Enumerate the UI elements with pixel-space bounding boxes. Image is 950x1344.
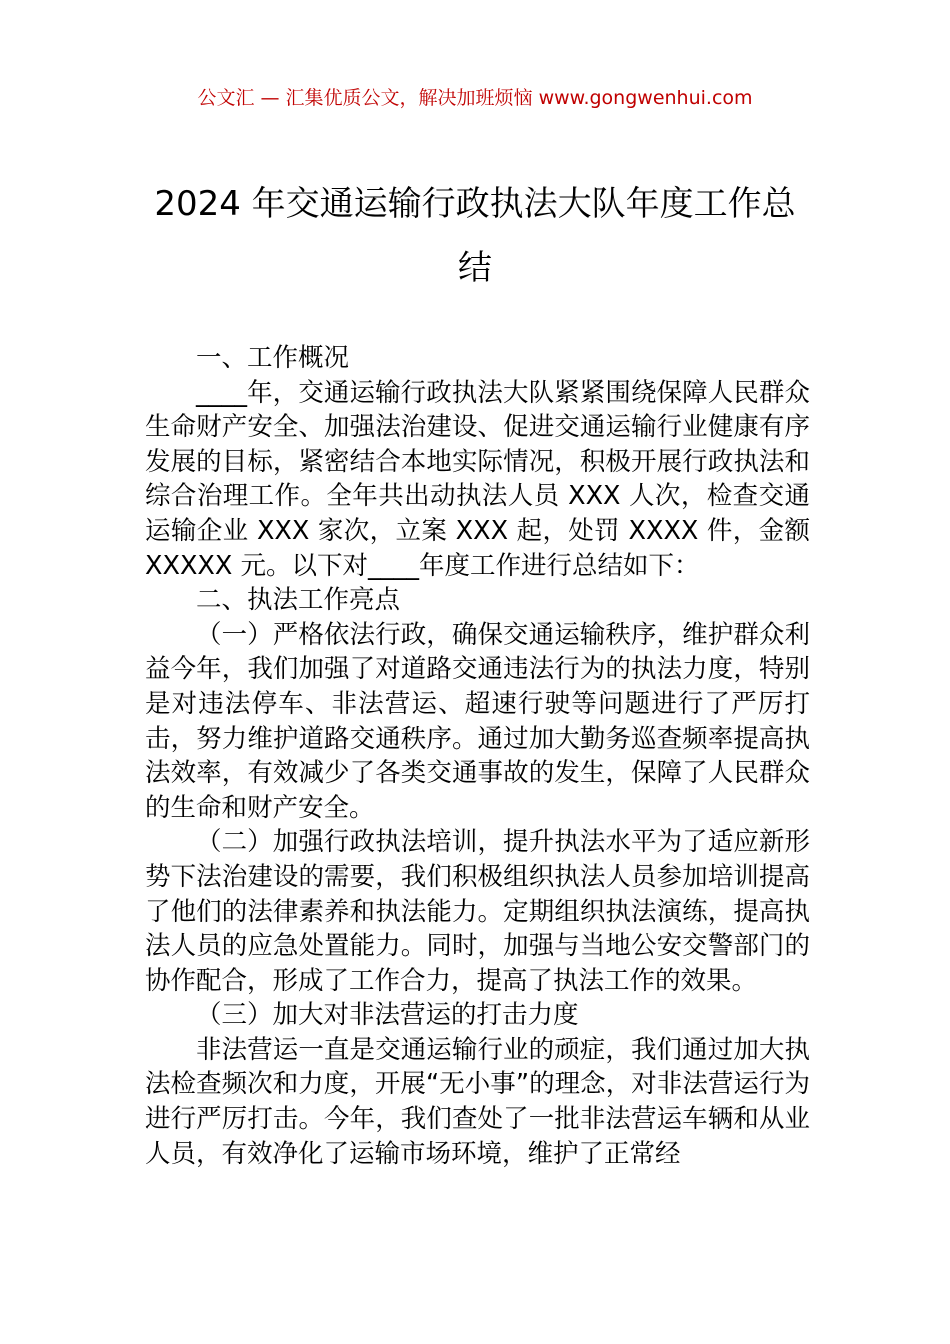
header-watermark-text: 公文汇 — 汇集优质公文，解决加班烦恼 www.gongwenhui.com xyxy=(197,87,753,109)
paragraph-item-2: （二）加强行政执法培训，提升执法水平为了适应新形势下法治建设的需要，我们积极组织执法人员参加培训提高了他们的法律素养和执法能力。定期组织执法演练，提高执法人员的应急处置能力。同时，加强与当地公安交警部门的协作配合，形成了工作合力，提高了执法工作的效果。 xyxy=(145,827,810,996)
section-heading-highlights: 二、执法工作亮点 xyxy=(196,585,401,616)
paragraph-overview: ____年，交通运输行政执法大队紧紧围绕保障人民群众生命财产安全、加强法治建设、促进交通运输行业健康有序发展的目标，紧密结合本地实际情况，积极开展行政执法和综合治理工作。全年共出动执法人员 XXX 人次，检查交通运输企业 XXX 家次，立案 XXX 起，处罚 XXXX 件，金额 XXXXX 元。以下对____年度工作进行总结如下： xyxy=(145,377,810,581)
title-line-2: 结 xyxy=(458,248,492,288)
paragraph-item-3: 非法营运一直是交通运输行业的顽症，我们通过加大执法检查频次和力度，开展“无小事”的理念，对非法营运行为进行严厉打击。今年，我们查处了一批非法营运车辆和从业人员，有效净化了运输市场环境，维护了正常经 xyxy=(145,1034,810,1169)
section-heading-overview: 一、工作概况 xyxy=(196,343,350,373)
paragraph-item-1: （一）严格依法行政，确保交通运输秩序，维护群众利益今年，我们加强了对道路交通违法行为的执法力度，特别是对违法停车、非法营运、超速行驶等问题进行了严厉打击，努力维护道路交通秩序。通过加大勤务巡查频率提高执法效率，有效减少了各类交通事故的发生，保障了人民群众的生命和财产安全。 xyxy=(145,619,810,823)
subheading-item-3: （三）加大对非法营运的打击力度 xyxy=(196,1000,579,1031)
document-body xyxy=(145,341,810,1171)
title-line-1: 2024 年交通运输行政执法大队年度工作总 xyxy=(154,184,796,224)
document-title xyxy=(140,172,810,300)
